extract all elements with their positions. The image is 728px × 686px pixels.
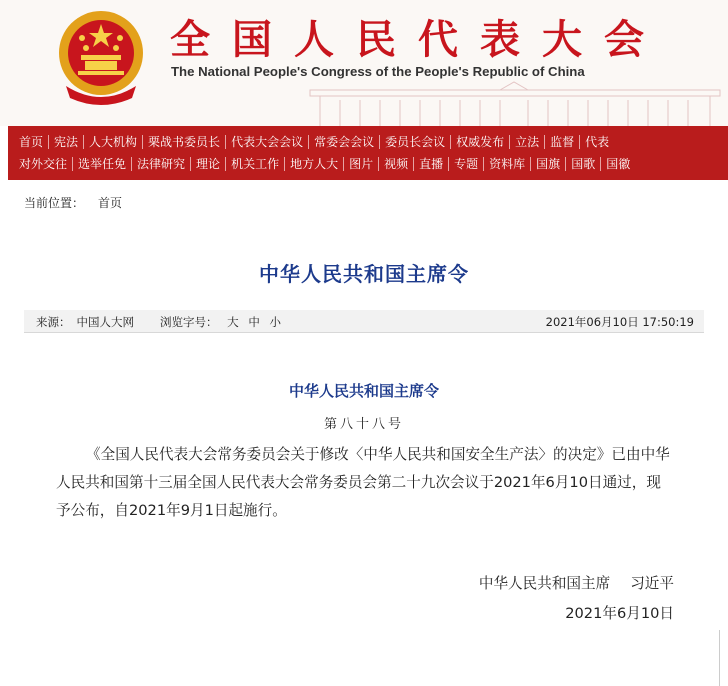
source-value: 中国人大网 — [76, 315, 134, 329]
breadcrumb — [24, 194, 122, 211]
nav-item-elections-appointments[interactable]: 选举任免 — [72, 157, 131, 171]
signature-date: 2021年6月10日 — [565, 605, 674, 622]
nav-item-npc-organs[interactable]: 人大机构 — [83, 135, 142, 149]
main-navigation — [8, 126, 728, 180]
breadcrumb-label: 当前位置 — [24, 196, 73, 210]
order-title: 中华人民共和国主席令 — [288, 382, 439, 400]
nav-item-office-work[interactable]: 机关工作 — [225, 157, 284, 171]
article-datetime: 2021年06月10日 17:50:19 — [545, 315, 694, 329]
nav-item-chairmens-council[interactable]: 委员长会议 — [379, 135, 450, 149]
nav-item-congress-sessions[interactable]: 代表大会会议 — [225, 135, 308, 149]
nav-row-1 — [8, 131, 614, 153]
nav-item-theory[interactable]: 理论 — [190, 157, 225, 171]
nav-item-live[interactable]: 直播 — [413, 157, 448, 171]
nav-item-topics[interactable]: 专题 — [448, 157, 483, 171]
nav-item-local-congresses[interactable]: 地方人大 — [284, 157, 343, 171]
article-body — [56, 441, 674, 525]
font-size-controls — [160, 314, 281, 330]
nav-item-database[interactable]: 资料库 — [483, 157, 530, 171]
nav-item-national-anthem[interactable]: 国歌 — [565, 157, 600, 171]
nav-item-supervision[interactable]: 监督 — [544, 135, 579, 149]
article-source — [36, 314, 134, 330]
signer-title: 中华人民共和国主席 — [478, 575, 611, 592]
font-size-label: 浏览字号： — [160, 315, 218, 329]
nav-item-national-flag[interactable]: 国旗 — [530, 157, 565, 171]
nav-item-standing-committee-sessions[interactable]: 常委会会议 — [308, 135, 379, 149]
signer-name: 习近平 — [630, 575, 674, 592]
nav-item-videos[interactable]: 视频 — [378, 157, 413, 171]
breadcrumb-home-link[interactable]: 首页 — [98, 196, 123, 210]
font-size-large-button[interactable]: 大 — [227, 315, 239, 329]
nav-item-deputies[interactable]: 代表 — [579, 135, 614, 149]
font-size-small-button[interactable]: 小 — [269, 315, 281, 329]
article-meta-bar — [24, 310, 704, 333]
nav-item-legislation[interactable]: 立法 — [509, 135, 544, 149]
article-paragraph: 《全国人民代表大会常务委员会关于修改〈中华人民共和国安全生产法〉的决定》已由中华人民共和国第十三届全国人民代表大会常务委员会第二十九次会议于2021年6月10日通过，现予公布，自2021年9月1日起施行。 — [56, 446, 670, 519]
source-label: 来源： — [36, 315, 71, 329]
nav-item-official-releases[interactable]: 权威发布 — [450, 135, 509, 149]
nav-item-national-emblem[interactable]: 国徽 — [600, 157, 635, 171]
great-hall-illustration — [300, 78, 728, 126]
nav-item-constitution[interactable]: 宪法 — [48, 135, 83, 149]
order-number: 第八十八号 — [323, 417, 404, 432]
nav-item-foreign-affairs[interactable]: 对外交往 — [19, 157, 68, 171]
site-header — [0, 0, 728, 126]
nav-item-chairman[interactable]: 栗战书委员长 — [142, 135, 225, 149]
breadcrumb-separator: ： — [72, 196, 85, 210]
site-title-english: The National People's Congress of the People's Republic of China — [171, 64, 585, 79]
font-size-medium-button[interactable]: 中 — [248, 315, 260, 329]
nav-item-legal-research[interactable]: 法律研究 — [131, 157, 190, 171]
nav-item-home[interactable]: 首页 — [19, 135, 44, 149]
nav-item-pictures[interactable]: 图片 — [343, 157, 378, 171]
page-title: 中华人民共和国主席令 — [259, 262, 469, 286]
site-title-chinese: 全国人民代表大会 — [170, 16, 666, 63]
national-emblem-icon — [56, 8, 146, 108]
signature — [479, 572, 674, 593]
scrollbar[interactable] — [719, 630, 728, 686]
nav-row-2 — [8, 153, 635, 175]
